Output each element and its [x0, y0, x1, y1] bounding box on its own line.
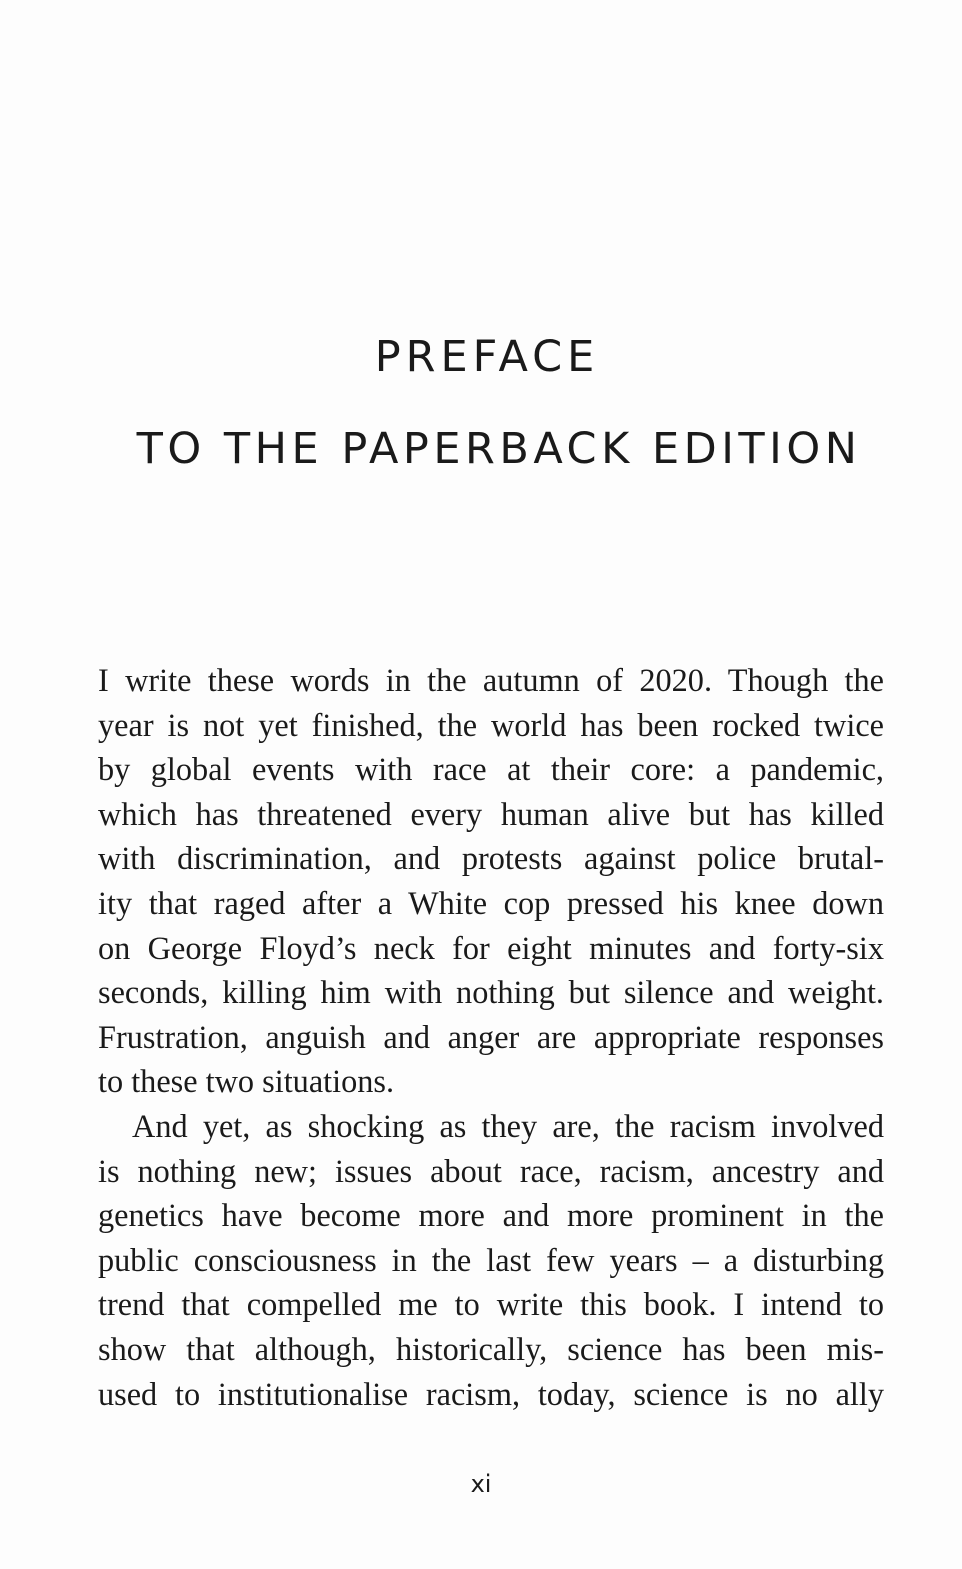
paragraph-2 — [98, 1104, 884, 1416]
text-line: ity that raged after a White cop pressed his knee down — [98, 884, 884, 921]
text-line: used to institutionalise racism, today, science is no ally — [98, 1375, 884, 1412]
text-line: with discrimination, and protests against police brutal- — [98, 840, 884, 877]
text-line: on George Floyd’s neck for eight minutes and forty-six — [98, 929, 884, 966]
body-text — [98, 658, 884, 1416]
text-line: which has threatened every human alive but has killed — [98, 795, 884, 832]
page-number: xi — [470, 1470, 492, 1498]
text-line: by global events with race at their core: a pandemic, — [98, 751, 884, 788]
text-line: to these two situations. — [98, 1063, 395, 1100]
chapter-title: PREFACE — [374, 332, 600, 382]
text-line: year is not yet finished, the world has been rocked twice — [98, 706, 884, 743]
text-line: And yet, as shocking as they are, the racism involved — [132, 1107, 884, 1144]
text-line: seconds, killing him with nothing but silence and weight. — [98, 974, 884, 1011]
text-line: genetics have become more and more prominent in the — [98, 1197, 884, 1234]
paragraph-1 — [98, 658, 884, 1104]
text-line: public consciousness in the last few years – a disturbing — [98, 1241, 884, 1278]
text-line: trend that compelled me to write this book. I intend to — [98, 1286, 884, 1323]
text-line: is nothing new; issues about race, racism, ancestry and — [98, 1152, 884, 1189]
text-line: show that although, historically, science has been mis- — [98, 1330, 884, 1367]
text-line: I write these words in the autumn of 2020. Though the — [98, 662, 884, 698]
text-line: Frustration, anguish and anger are appropriate responses — [98, 1018, 884, 1055]
chapter-subtitle: TO THE PAPERBACK EDITION — [136, 424, 862, 474]
